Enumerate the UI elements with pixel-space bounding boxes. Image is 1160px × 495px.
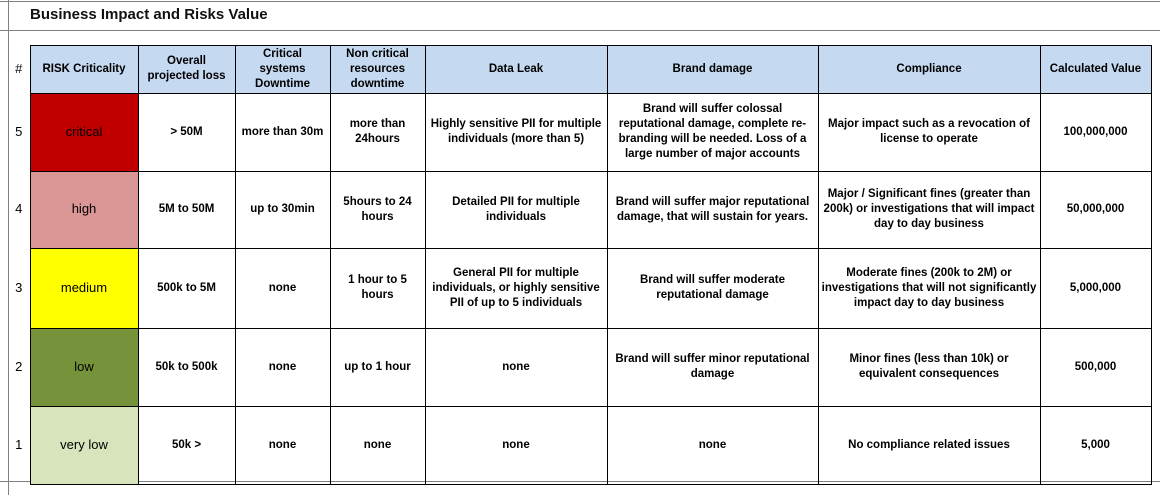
title-underline [0, 30, 1160, 31]
brand-damage-cell[interactable]: none [607, 406, 818, 484]
noncritical-downtime-cell[interactable]: more than 24hours [330, 93, 425, 171]
header-noncritical-downtime[interactable]: Non critical resources downtime [330, 46, 425, 94]
header-overall-loss[interactable]: Overall projected loss [138, 46, 235, 94]
overall-loss-cell[interactable]: > 50M [138, 93, 235, 171]
overall-loss-cell[interactable]: 50k > [138, 406, 235, 484]
compliance-cell[interactable]: No compliance related issues [818, 406, 1040, 484]
data-leak-cell[interactable]: none [425, 328, 607, 406]
overall-loss-cell[interactable]: 50k to 500k [138, 328, 235, 406]
data-leak-cell[interactable]: Highly sensitive PII for multiple individuals (more than 5) [425, 93, 607, 171]
compliance-cell[interactable]: Minor fines (less than 10k) or equivalent consequences [818, 328, 1040, 406]
table-row [8, 171, 1151, 248]
table-row [8, 406, 1151, 484]
row-number-cell[interactable]: 5 [15, 123, 23, 139]
noncritical-downtime-cell[interactable]: up to 1 hour [330, 328, 425, 406]
criticality-cell[interactable]: critical [30, 93, 138, 171]
calculated-value-cell[interactable]: 5,000,000 [1040, 248, 1151, 328]
critical-downtime-cell[interactable]: up to 30min [235, 171, 330, 248]
data-leak-cell[interactable]: none [425, 406, 607, 484]
criticality-cell[interactable]: low [30, 328, 138, 406]
calculated-value-cell[interactable]: 5,000 [1040, 406, 1151, 484]
brand-damage-cell[interactable]: Brand will suffer colossal reputational damage, complete re-branding will be needed. Loss of a large number of major accounts [607, 93, 818, 171]
compliance-cell[interactable]: Major / Significant fines (greater than 200k) or investigations that will impact day to day business [818, 171, 1040, 248]
table-row [8, 248, 1151, 328]
header-brand-damage[interactable]: Brand damage [607, 46, 818, 94]
brand-damage-cell[interactable]: Brand will suffer minor reputational damage [607, 328, 818, 406]
compliance-cell[interactable]: Major impact such as a revocation of license to operate [818, 93, 1040, 171]
sheet-top-border [0, 1, 1160, 2]
page-title: Business Impact and Risks Value [30, 6, 268, 23]
header-critical-downtime[interactable]: Critical systems Downtime [235, 46, 330, 94]
criticality-cell[interactable]: very low [30, 406, 138, 484]
row-number-cell[interactable]: 3 [15, 279, 23, 295]
overall-loss-cell[interactable]: 500k to 5M [138, 248, 235, 328]
noncritical-downtime-cell[interactable]: none [330, 406, 425, 484]
header-row [8, 46, 1151, 94]
header-data-leak[interactable]: Data Leak [425, 46, 607, 94]
critical-downtime-cell[interactable]: none [235, 248, 330, 328]
critical-downtime-cell[interactable]: none [235, 328, 330, 406]
critical-downtime-cell[interactable]: none [235, 406, 330, 484]
header-calculated-value[interactable]: Calculated Value [1040, 46, 1151, 94]
header-risk-criticality[interactable]: RISK Criticality [30, 46, 138, 94]
hash-header-cell[interactable]: # [15, 60, 23, 76]
compliance-cell[interactable]: Moderate fines (200k to 2M) or investigations that will not significantly impact day to day business [818, 248, 1040, 328]
calculated-value-cell[interactable]: 50,000,000 [1040, 171, 1151, 248]
table-row [8, 93, 1151, 171]
brand-damage-cell[interactable]: Brand will suffer moderate reputational damage [607, 248, 818, 328]
row-number-cell[interactable]: 4 [15, 201, 23, 217]
overall-loss-cell[interactable]: 5M to 50M [138, 171, 235, 248]
table-row [8, 328, 1151, 406]
header-compliance[interactable]: Compliance [818, 46, 1040, 94]
critical-downtime-cell[interactable]: more than 30m [235, 93, 330, 171]
calculated-value-cell[interactable]: 100,000,000 [1040, 93, 1151, 171]
impact-risk-table [8, 45, 1152, 485]
data-leak-cell[interactable]: General PII for multiple individuals, or highly sensitive PII of up to 5 individuals [425, 248, 607, 328]
noncritical-downtime-cell[interactable]: 1 hour to 5 hours [330, 248, 425, 328]
row-number-cell[interactable]: 2 [15, 358, 23, 374]
row-number-cell[interactable]: 1 [15, 436, 23, 452]
noncritical-downtime-cell[interactable]: 5hours to 24 hours [330, 171, 425, 248]
criticality-cell[interactable]: high [30, 171, 138, 248]
calculated-value-cell[interactable]: 500,000 [1040, 328, 1151, 406]
criticality-cell[interactable]: medium [30, 248, 138, 328]
brand-damage-cell[interactable]: Brand will suffer major reputational damage, that will sustain for years. [607, 171, 818, 248]
data-leak-cell[interactable]: Detailed PII for multiple individuals [425, 171, 607, 248]
